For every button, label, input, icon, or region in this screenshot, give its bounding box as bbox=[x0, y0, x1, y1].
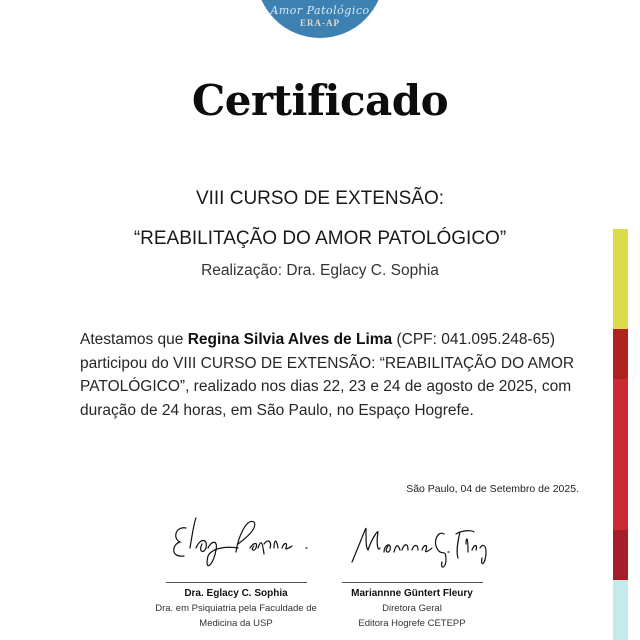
side-bar-light-cyan bbox=[613, 580, 628, 640]
body-intro: Atestamos que bbox=[80, 331, 188, 348]
era-ap-logo bbox=[256, 0, 384, 38]
side-bar-red bbox=[613, 379, 628, 530]
signer-name: Mariannne Güntert Fleury bbox=[351, 588, 473, 599]
signature-sophia-icon bbox=[146, 508, 326, 580]
signer-name: Dra. Eglacy C. Sophia bbox=[184, 588, 288, 599]
certificate-body bbox=[80, 328, 585, 422]
signature-fleury-icon bbox=[322, 508, 502, 580]
signer-role: Diretora Geral Editora Hogrefe CETEPP bbox=[358, 603, 466, 629]
participant-name: Regina Silvia Alves de Lima bbox=[187, 331, 393, 348]
signature-line bbox=[166, 582, 307, 583]
side-bar-dark-red bbox=[613, 329, 628, 379]
logo-abbreviation: ERA-AP bbox=[300, 18, 340, 28]
certificate-title: Certificado bbox=[191, 76, 449, 125]
logo-script-text: Amor Patológico bbox=[270, 4, 370, 17]
participant-cpf: (CPF: 041.095.248-65) bbox=[392, 331, 555, 348]
realizacao-line: Realização: Dra. Eglacy C. Sophia bbox=[201, 262, 439, 279]
course-line-1: VIII CURSO DE EXTENSÃO: bbox=[195, 188, 445, 209]
body-rest: participou do VIII CURSO DE EXTENSÃO: “REABILITAÇÃO DO AMOR PATOLÓGICO”, realizado nos dias 22, 23 e 24 de agosto de 2025, com duração de 24 horas, em São Paulo, no Espaço Hogrefe. bbox=[80, 354, 575, 419]
side-bar-yellow bbox=[613, 229, 628, 329]
signature-block-fleury bbox=[322, 508, 502, 631]
course-line-2: “REABILITAÇÃO DO AMOR PATOLÓGICO” bbox=[133, 228, 507, 249]
signature-block-sophia bbox=[146, 508, 326, 631]
signature-line bbox=[342, 582, 483, 583]
place-and-date: São Paulo, 04 de Setembro de 2025. bbox=[406, 483, 579, 495]
side-bar-crimson bbox=[613, 530, 628, 580]
signer-role: Dra. em Psiquiatria pela Faculdade de Medicina da USP bbox=[155, 603, 317, 629]
